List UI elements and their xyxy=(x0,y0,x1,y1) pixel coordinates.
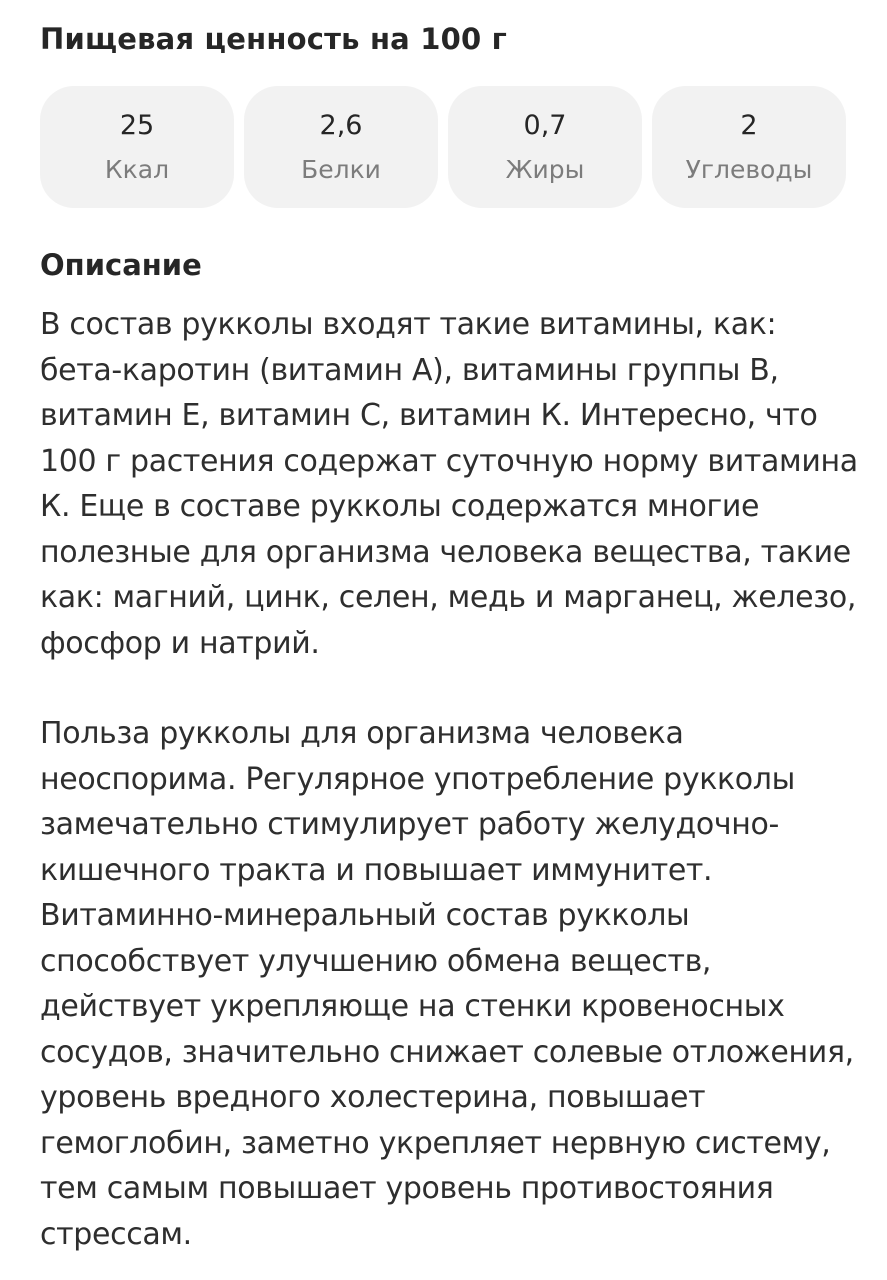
description-paragraph-2: Польза рукколы для организма человека неоспорима. Регулярное употребление рукколы замечательно стимулирует работу желудочно-кишечного тракта и повышает иммунитет. Витаминно-минеральный состав рукколы способствует улучшению обмена веществ, действует укрепляюще на стенки кровеносных сосудов, значительно снижает солевые отложения, уровень вредного холестерина, повышает гемоглобин, заметно укрепляет нервную систему, тем самым повышает уровень противостояния стрессам. xyxy=(40,716,854,1252)
carbohydrates-value: 2 xyxy=(740,110,758,141)
nutrition-title: Пищевая ценность на 100 г xyxy=(40,22,508,56)
proteins-label: Белки xyxy=(301,155,381,184)
nutrition-card-carbohydrates xyxy=(652,86,846,208)
fats-value: 0,7 xyxy=(523,110,567,141)
calories-value: 25 xyxy=(119,110,155,141)
nutrition-card-fats xyxy=(448,86,642,208)
fats-label: Жиры xyxy=(505,155,585,184)
carbohydrates-label: Углеводы xyxy=(685,155,813,184)
nutrition-cards xyxy=(40,86,846,208)
calories-label: Ккал xyxy=(104,155,170,184)
proteins-value: 2,6 xyxy=(319,110,363,141)
description-text xyxy=(40,302,860,1257)
nutrition-card-proteins xyxy=(244,86,438,208)
nutrition-card-calories xyxy=(40,86,234,208)
description-paragraph-1: В состав рукколы входят такие витамины, как: бета-каротин (витамин А), витамины группы В, витамин Е, витамин С, витамин К. Интересно, что 100 г растения содержат суточную норму витамина К. Еще в составе рукколы содержатся многие полезные для организма человека вещества, такие как: магний, цинк, селен, медь и марганец, железо, фосфор и натрий. xyxy=(40,307,858,661)
description-title: Описание xyxy=(40,248,202,282)
